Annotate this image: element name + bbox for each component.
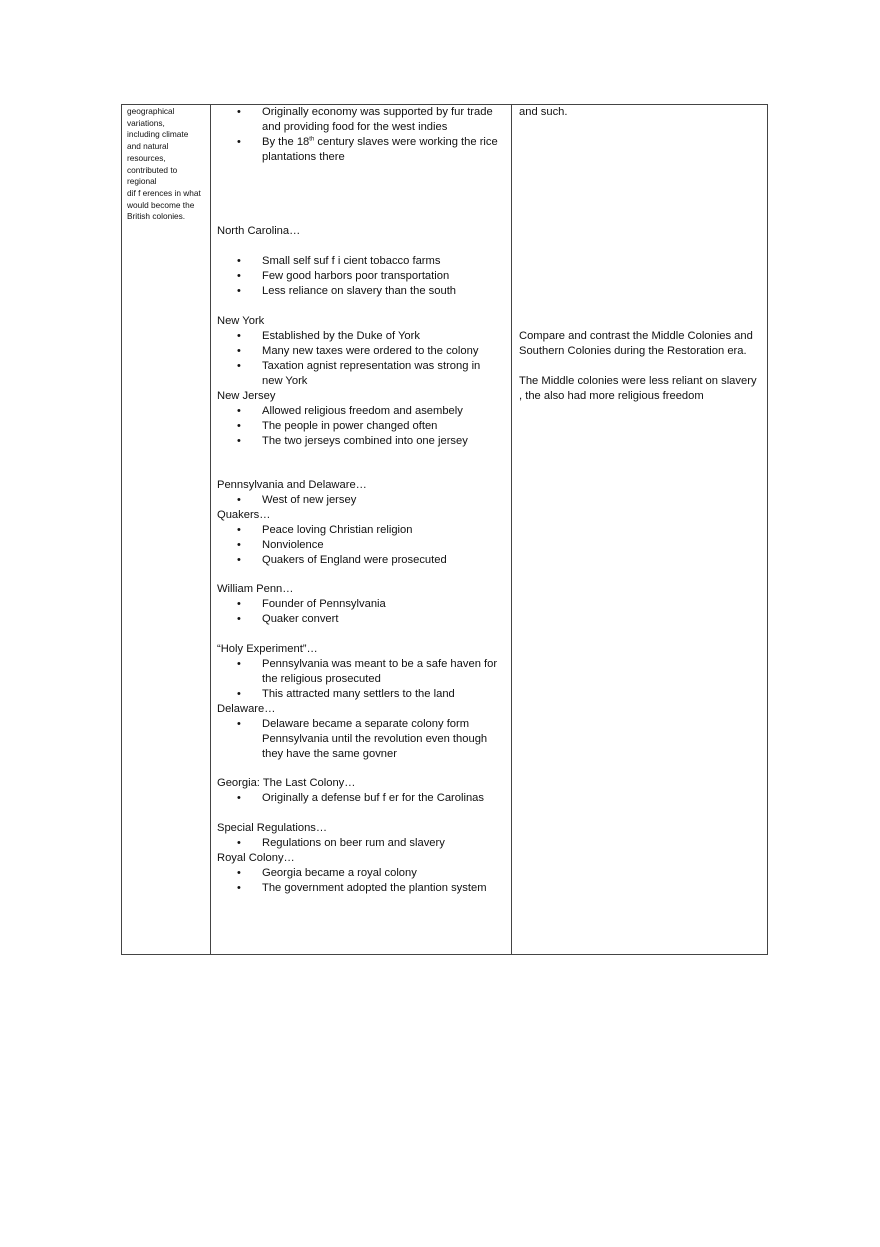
list-item: • This attracted many settlers to the land (237, 688, 455, 700)
section-heading: New Jersey (217, 390, 276, 402)
list-item: • Georgia became a royal colony (237, 867, 417, 879)
section-heading: “Holy Experiment”… (217, 643, 318, 655)
list-item: • Quaker convert (237, 613, 339, 625)
standard-line: and natural (127, 141, 169, 152)
standard-line: regional (127, 176, 157, 187)
list-item: • Nonviolence (237, 539, 324, 551)
quakers-list (211, 523, 511, 568)
new-jersey-list (211, 404, 511, 449)
william-penn-list (211, 597, 511, 627)
question-text: Compare and contrast the Middle Colonies and Southern Colonies during the Restoration era. (519, 330, 753, 357)
standard-line: would become the (127, 199, 195, 210)
standard-line: dif f erences in what (127, 187, 201, 198)
section-heading: Royal Colony… (217, 852, 295, 864)
response-column (512, 105, 767, 954)
section-heading: North Carolina… (217, 225, 301, 237)
list-item: • Regulations on beer rum and slavery (237, 837, 445, 849)
section-heading: Quakers… (217, 509, 271, 521)
list-item: • Peace loving Christian religion (237, 524, 413, 536)
continuation-text: and such. (519, 106, 568, 118)
notes-column (211, 105, 512, 954)
list-item: • Few good harbors poor transportation (237, 270, 450, 282)
answer-text: The Middle colonies were less reliant on slavery , the also had more religious freedom (519, 375, 757, 402)
list-item: • Allowed religious freedom and asembely (237, 405, 463, 417)
section-heading: Special Regulations… (217, 822, 328, 834)
special-regulations-list (211, 836, 511, 851)
delaware-list (211, 717, 511, 762)
georgia-list (211, 791, 511, 806)
standard-line: variations, (127, 117, 165, 128)
list-item: • West of new jersey (237, 494, 357, 506)
list-item: • Taxation agnist representation was strong in new York (237, 360, 481, 387)
list-item: • The two jerseys combined into one jersey (237, 435, 468, 447)
list-item: • Founder of Pennsylvania (237, 598, 386, 610)
list-item: • Delaware became a separate colony form Pennsylvania until the revolution even though they have the same govner (237, 718, 488, 760)
list-item: • The government adopted the plantion system (237, 882, 487, 894)
section-heading: New York (217, 315, 265, 327)
list-item: • Many new taxes were ordered to the colony (237, 345, 479, 357)
section-heading: Delaware… (217, 703, 276, 715)
section-heading: Pennsylvania and Delaware… (217, 479, 367, 491)
standard-line: resources, (127, 152, 166, 163)
list-item: • Quakers of England were prosecuted (237, 554, 447, 566)
list-item: • Small self suf f i cient tobacco farms (237, 255, 441, 267)
notes-table (121, 104, 768, 955)
section-heading: Georgia: The Last Colony… (217, 777, 356, 789)
standard-line: contributed to (127, 164, 178, 175)
list-item: • Originally a defense buf f er for the Carolinas (237, 792, 485, 804)
list-item: • Pennsylvania was meant to be a safe haven for the religious prosecuted (237, 658, 498, 685)
holy-experiment-list (211, 657, 511, 702)
standard-line: including climate (127, 129, 189, 140)
standard-line: British colonies. (127, 211, 186, 222)
list-item: • The people in power changed often (237, 420, 438, 432)
top-bullet-list (211, 105, 511, 165)
new-york-list (211, 329, 511, 389)
list-item: • By the 18th century slaves were working the rice plantations there (237, 136, 498, 163)
standard-column (122, 105, 211, 954)
north-carolina-list (211, 254, 511, 299)
section-heading: William Penn… (217, 583, 294, 595)
list-item: • Less reliance on slavery than the south (237, 285, 457, 297)
list-item: • Originally economy was supported by fur trade and providing food for the west indies (237, 106, 493, 133)
pennsylvania-delaware-list (211, 493, 511, 508)
list-item: • Established by the Duke of York (237, 330, 420, 342)
standard-line: geographical (127, 106, 175, 116)
royal-colony-list (211, 866, 511, 896)
